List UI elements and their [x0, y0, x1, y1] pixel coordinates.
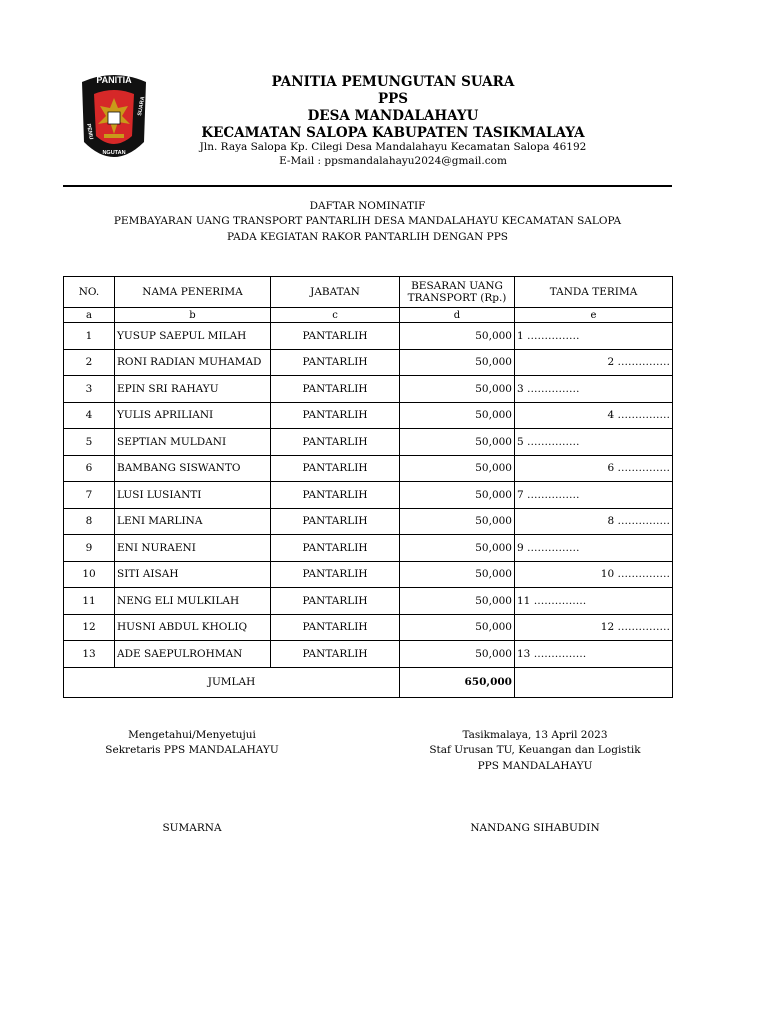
cell-tanda: 7 ……………: [515, 482, 673, 509]
table-row: [64, 508, 673, 535]
cell-besaran: 50,000: [400, 376, 515, 403]
header-email: E-Mail : ppsmandalahayu2024@gmail.com: [279, 155, 507, 167]
col-letter: e: [515, 308, 673, 323]
cell-tanda: 8 ……………: [515, 508, 673, 535]
cell-jabatan: PANTARLIH: [271, 323, 400, 350]
cell-no: 13: [64, 641, 115, 668]
table-row: [64, 349, 673, 376]
document-title: DAFTAR NOMINATIF: [309, 200, 426, 212]
sig-right-title: Staf Urusan TU, Keuangan dan Logistik: [429, 744, 641, 756]
cell-besaran: 50,000: [400, 614, 515, 641]
logo-text-bottom: NGUTAN: [102, 150, 126, 156]
cell-jabatan: PANTARLIH: [271, 508, 400, 535]
cell-nama: ADE SAEPULROHMAN: [115, 641, 271, 668]
sig-right-date: Tasikmalaya, 13 April 2023: [462, 729, 608, 741]
col-letter: a: [64, 308, 115, 323]
cell-jabatan: PANTARLIH: [271, 349, 400, 376]
cell-no: 6: [64, 455, 115, 482]
cell-jabatan: PANTARLIH: [271, 402, 400, 429]
cell-nama: RONI RADIAN MUHAMAD: [115, 349, 271, 376]
cell-besaran: 50,000: [400, 588, 515, 615]
kpu-logo: [78, 72, 150, 166]
cell-no: 5: [64, 429, 115, 456]
total-empty-cell: [515, 667, 673, 697]
table-row: [64, 323, 673, 350]
cell-nama: EPIN SRI RAHAYU: [115, 376, 271, 403]
document-subtitle-2: PADA KEGIATAN RAKOR PANTARLIH DENGAN PPS: [226, 231, 508, 243]
col-header-jabatan: JABATAN: [271, 277, 400, 308]
header-kecamatan: KECAMATAN SALOPA KABUPATEN TASIKMALAYA: [201, 125, 585, 141]
cell-nama: SEPTIAN MULDANI: [115, 429, 271, 456]
cell-nama: SITI AISAH: [115, 561, 271, 588]
cell-no: 4: [64, 402, 115, 429]
cell-besaran: 50,000: [400, 535, 515, 562]
cell-tanda: 5 ……………: [515, 429, 673, 456]
table-row: [64, 402, 673, 429]
cell-besaran: 50,000: [400, 429, 515, 456]
col-header-besaran: BESARAN UANG TRANSPORT (Rp.): [400, 277, 515, 308]
table-row: [64, 614, 673, 641]
col-header-no: NO.: [64, 277, 115, 308]
cell-no: 7: [64, 482, 115, 509]
cell-no: 2: [64, 349, 115, 376]
cell-jabatan: PANTARLIH: [271, 482, 400, 509]
cell-no: 9: [64, 535, 115, 562]
cell-besaran: 50,000: [400, 508, 515, 535]
cell-jabatan: PANTARLIH: [271, 561, 400, 588]
cell-nama: BAMBANG SISWANTO: [115, 455, 271, 482]
cell-nama: HUSNI ABDUL KHOLIQ: [115, 614, 271, 641]
logo-text-left: PEMU: [85, 123, 94, 140]
cell-no: 8: [64, 508, 115, 535]
nominative-table: [63, 276, 673, 698]
cell-jabatan: PANTARLIH: [271, 588, 400, 615]
cell-jabatan: PANTARLIH: [271, 641, 400, 668]
header-pps: PPS: [377, 91, 409, 107]
cell-besaran: 50,000: [400, 561, 515, 588]
table-row: [64, 641, 673, 668]
header-desa: DESA MANDALAHAYU: [307, 108, 479, 124]
total-label: JUMLAH: [64, 667, 400, 697]
total-value: 650,000: [400, 667, 515, 697]
cell-jabatan: PANTARLIH: [271, 614, 400, 641]
cell-jabatan: PANTARLIH: [271, 376, 400, 403]
cell-besaran: 50,000: [400, 349, 515, 376]
sig-left-title: Sekretaris PPS MANDALAHAYU: [105, 744, 279, 756]
cell-nama: YULIS APRILIANI: [115, 402, 271, 429]
logo-text-top: PANITIA: [96, 75, 132, 85]
cell-no: 3: [64, 376, 115, 403]
table-row: [64, 376, 673, 403]
cell-nama: LENI MARLINA: [115, 508, 271, 535]
col-letter: b: [115, 308, 271, 323]
total-row: [64, 667, 673, 697]
table-row: [64, 535, 673, 562]
cell-jabatan: PANTARLIH: [271, 535, 400, 562]
cell-no: 10: [64, 561, 115, 588]
cell-jabatan: PANTARLIH: [271, 455, 400, 482]
cell-tanda: 12 ……………: [515, 614, 673, 641]
cell-tanda: 6 ……………: [515, 455, 673, 482]
cell-tanda: 13 ……………: [515, 641, 673, 668]
cell-tanda: 1 ……………: [515, 323, 673, 350]
logo-text-right: SUARA: [137, 96, 147, 117]
sig-left-approval: Mengetahui/Menyetujui: [128, 729, 256, 741]
col-letter: c: [271, 308, 400, 323]
document-subtitle: PEMBAYARAN UANG TRANSPORT PANTARLIH DESA MANDALAHAYU KECAMATAN SALOPA: [113, 215, 622, 227]
table-row: [64, 429, 673, 456]
cell-no: 12: [64, 614, 115, 641]
cell-tanda: 4 ……………: [515, 402, 673, 429]
header-divider: [63, 185, 672, 187]
sig-right-org: PPS MANDALAHAYU: [477, 760, 593, 772]
cell-jabatan: PANTARLIH: [271, 429, 400, 456]
col-header-tanda: TANDA TERIMA: [515, 277, 673, 308]
sig-right-name: NANDANG SIHABUDIN: [470, 822, 600, 834]
cell-no: 1: [64, 323, 115, 350]
header-org: PANITIA PEMUNGUTAN SUARA: [271, 74, 515, 90]
cell-besaran: 50,000: [400, 323, 515, 350]
table-row: [64, 588, 673, 615]
cell-tanda: 9 ……………: [515, 535, 673, 562]
cell-nama: ENI NURAENI: [115, 535, 271, 562]
cell-tanda: 3 ……………: [515, 376, 673, 403]
cell-nama: NENG ELI MULKILAH: [115, 588, 271, 615]
cell-tanda: 2 ……………: [515, 349, 673, 376]
table-row: [64, 561, 673, 588]
table-row: [64, 482, 673, 509]
cell-besaran: 50,000: [400, 641, 515, 668]
cell-tanda: 10 ……………: [515, 561, 673, 588]
table-row: [64, 455, 673, 482]
col-letter: d: [400, 308, 515, 323]
header-address: Jln. Raya Salopa Kp. Cilegi Desa Mandalahayu Kecamatan Salopa 46192: [199, 141, 587, 153]
cell-besaran: 50,000: [400, 482, 515, 509]
cell-besaran: 50,000: [400, 455, 515, 482]
cell-no: 11: [64, 588, 115, 615]
cell-nama: LUSI LUSIANTI: [115, 482, 271, 509]
cell-tanda: 11 ……………: [515, 588, 673, 615]
cell-besaran: 50,000: [400, 402, 515, 429]
sig-left-name: SUMARNA: [162, 822, 222, 834]
cell-nama: YUSUP SAEPUL MILAH: [115, 323, 271, 350]
col-header-nama: NAMA PENERIMA: [115, 277, 271, 308]
